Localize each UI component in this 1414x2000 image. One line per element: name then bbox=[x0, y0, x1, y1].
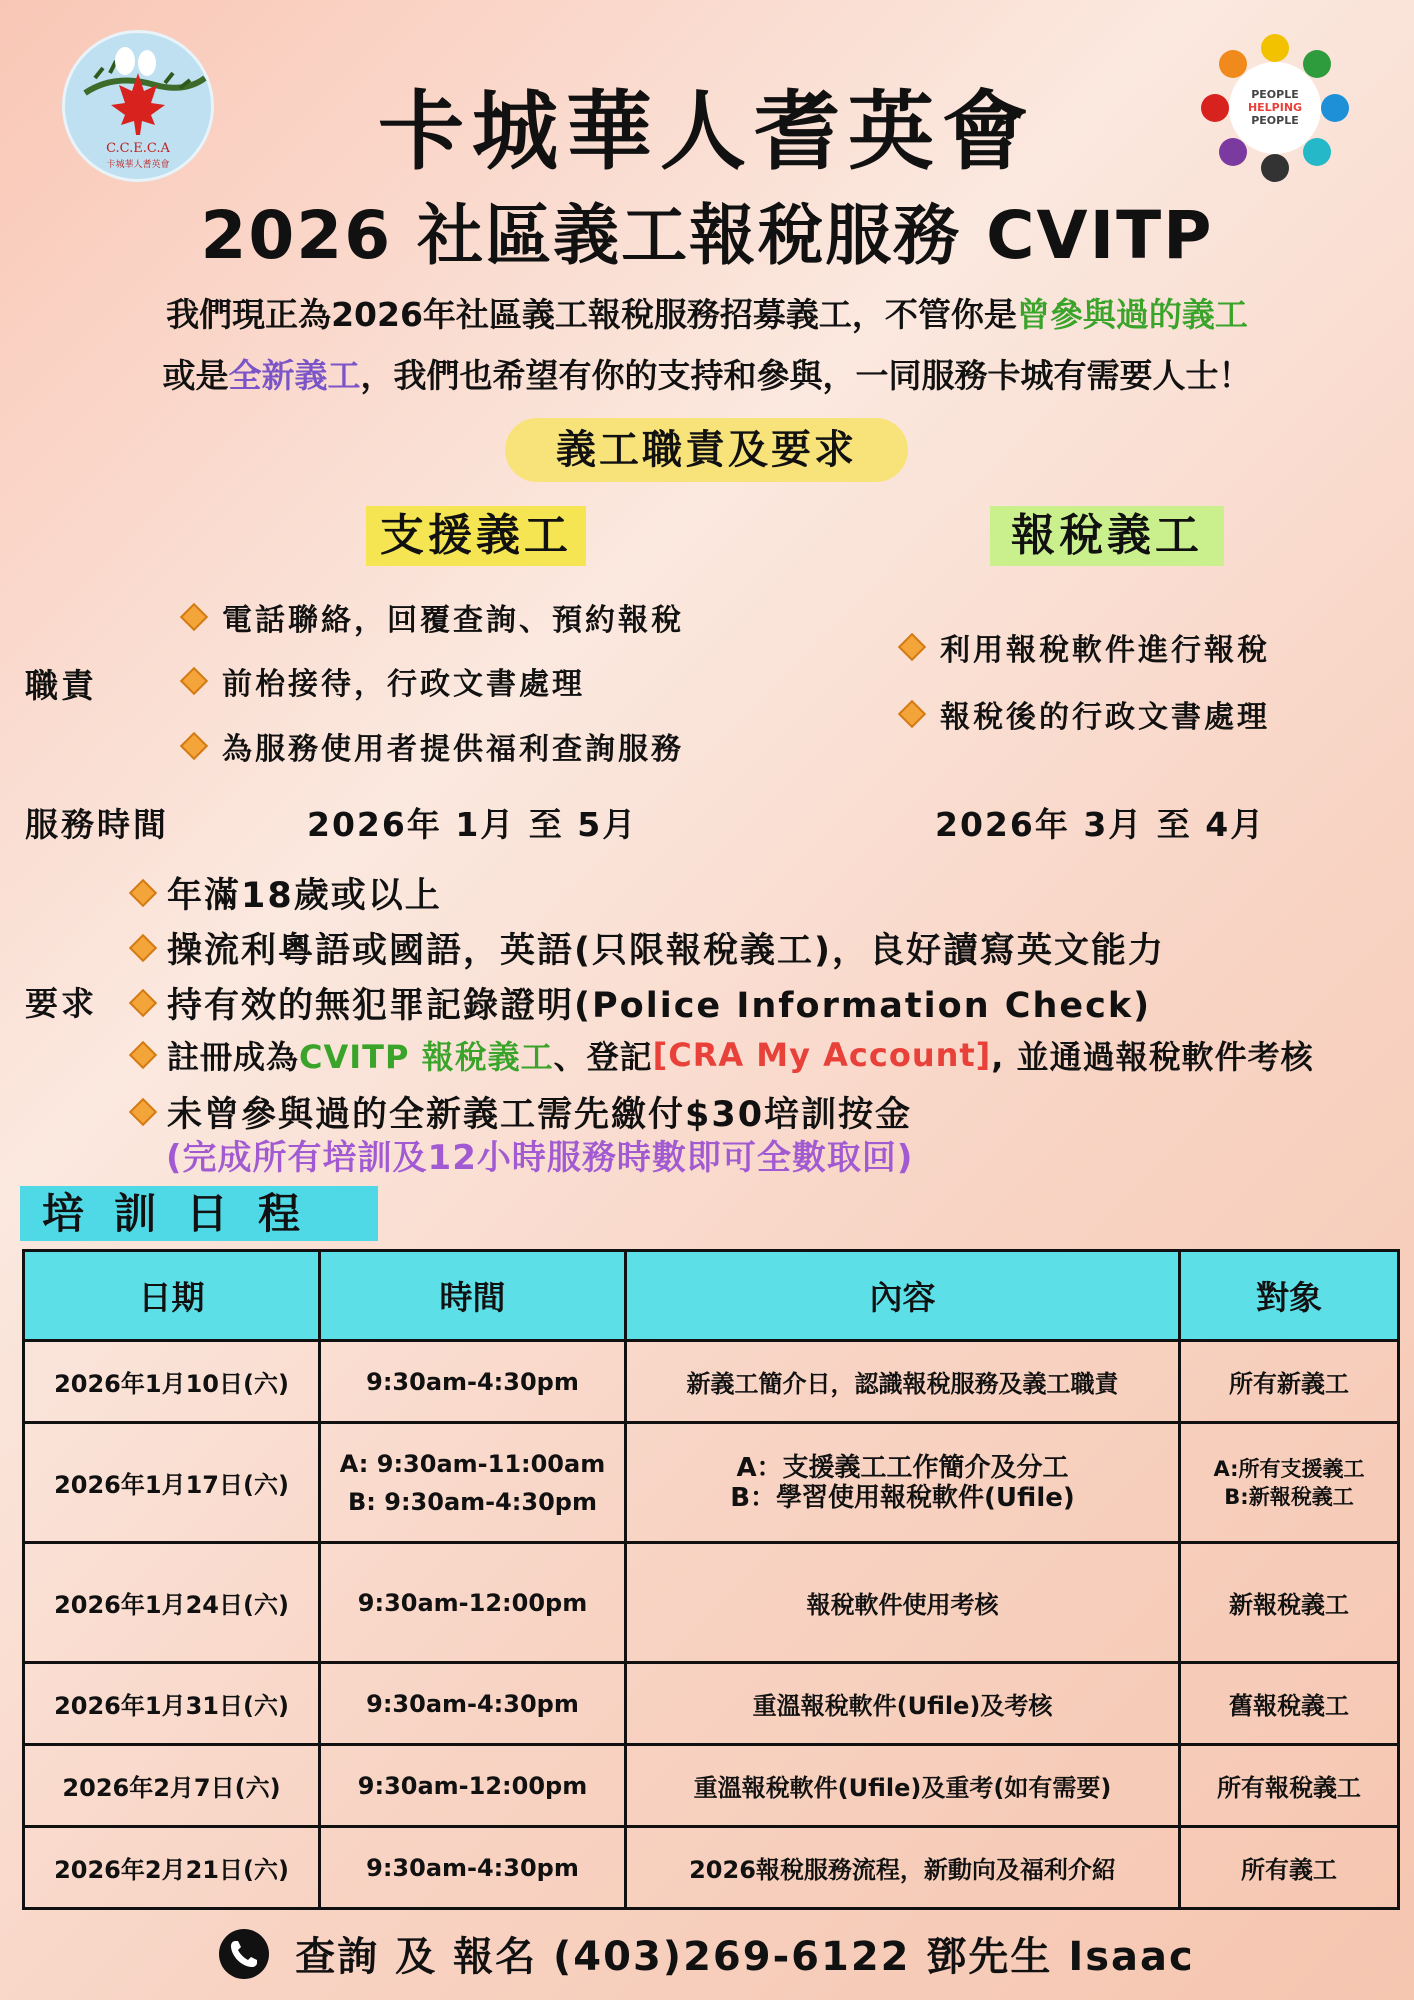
table-header-row bbox=[24, 1251, 1399, 1341]
content-cell: 2026報稅服務流程，新動向及福利介紹 bbox=[626, 1827, 1180, 1909]
time-cell: A: 9:30am-11:00am B: 9:30am-4:30pm bbox=[320, 1423, 626, 1543]
diamond-bullet-icon bbox=[180, 732, 208, 760]
table-row bbox=[24, 1745, 1399, 1827]
schedule-title: 培訓日程 bbox=[20, 1186, 378, 1241]
column-header-date: 日期 bbox=[24, 1251, 320, 1341]
requirement-police-check: 持有效的無犯罪記錄證明(Police Information Check) bbox=[133, 978, 1151, 1028]
diamond-bullet-icon bbox=[898, 633, 926, 661]
contact-line bbox=[0, 1925, 1414, 1982]
duties-heading: 義工職責及要求 bbox=[505, 418, 908, 482]
date-cell: 2026年2月7日(六) bbox=[24, 1745, 320, 1827]
column-header-content: 內容 bbox=[626, 1251, 1180, 1341]
target-cell: 新報稅義工 bbox=[1180, 1543, 1399, 1663]
schedule-table bbox=[22, 1249, 1400, 1910]
content-cell: 重溫報稅軟件(Ufile)及考核 bbox=[626, 1663, 1180, 1745]
support-duty-1: 電話聯絡，回覆查詢、預約報稅 bbox=[184, 595, 684, 639]
duties-label: 職責 bbox=[25, 666, 97, 705]
event-title: 2026 社區義工報稅服務 CVITP bbox=[200, 197, 1214, 274]
tax-duty-1: 利用報稅軟件進行報稅 bbox=[902, 625, 1270, 669]
deposit-note: (完成所有培訓及12小時服務時數即可全數取回) bbox=[166, 1138, 914, 1178]
target-cell: 所有新義工 bbox=[1180, 1341, 1399, 1423]
support-duty-2: 前枱接待，行政文書處理 bbox=[184, 659, 585, 703]
organization-title: 卡城華人耆英會 bbox=[378, 82, 1036, 182]
time-cell: 9:30am-12:00pm bbox=[320, 1745, 626, 1827]
date-cell: 2026年1月17日(六) bbox=[24, 1423, 320, 1543]
table-row bbox=[24, 1423, 1399, 1543]
content-cell: 新義工簡介日，認識報稅服務及義工職責 bbox=[626, 1341, 1180, 1423]
diamond-bullet-icon bbox=[129, 989, 157, 1017]
table-row bbox=[24, 1543, 1399, 1663]
date-cell: 2026年2月21日(六) bbox=[24, 1827, 320, 1909]
intro-line-1: 我們現正為2026年社區義工報稅服務招募義工，不管你是曾參與過的義工 bbox=[166, 295, 1248, 334]
tax-duty-2: 報稅後的行政文書處理 bbox=[902, 692, 1270, 736]
contact-text: 查詢 及 報名 (403)269-6122 鄧先生 Isaac bbox=[295, 1934, 1195, 1980]
requirement-age: 年滿18歲或以上 bbox=[133, 868, 442, 918]
time-cell: 9:30am-12:00pm bbox=[320, 1543, 626, 1663]
requirements-label: 要求 bbox=[25, 984, 97, 1023]
logo-left-text: C.C.E.C.A bbox=[106, 141, 170, 156]
diamond-bullet-icon bbox=[180, 667, 208, 695]
time-cell: 9:30am-4:30pm bbox=[320, 1827, 626, 1909]
diamond-bullet-icon bbox=[129, 1041, 157, 1069]
logo-right-text: PEOPLE HELPING PEOPLE bbox=[1247, 88, 1303, 127]
requirement-language: 操流利粵語或國語，英語(只限報稅義工)，良好讀寫英文能力 bbox=[133, 923, 1165, 973]
service-time-label: 服務時間 bbox=[25, 805, 169, 844]
column-header-target: 對象 bbox=[1180, 1251, 1399, 1341]
table-row bbox=[24, 1341, 1399, 1423]
diamond-bullet-icon bbox=[129, 934, 157, 962]
content-cell: 報稅軟件使用考核 bbox=[626, 1543, 1180, 1663]
target-cell: A:所有支援義工 B:新報稅義工 bbox=[1180, 1423, 1399, 1543]
content-cell: 重溫報稅軟件(Ufile)及重考(如有需要) bbox=[626, 1745, 1180, 1827]
support-volunteer-tag: 支援義工 bbox=[366, 506, 586, 566]
diamond-bullet-icon bbox=[129, 1098, 157, 1126]
phone-icon bbox=[219, 1929, 269, 1979]
date-cell: 2026年1月31日(六) bbox=[24, 1663, 320, 1745]
logo-left-subtext: 卡城華人耆英會 bbox=[106, 160, 170, 170]
date-cell: 2026年1月10日(六) bbox=[24, 1341, 320, 1423]
diamond-bullet-icon bbox=[898, 700, 926, 728]
date-cell: 2026年1月24日(六) bbox=[24, 1543, 320, 1663]
support-duty-3: 為服務使用者提供福利查詢服務 bbox=[184, 724, 684, 768]
target-cell: 所有義工 bbox=[1180, 1827, 1399, 1909]
content-cell: A：支援義工工作簡介及分工 B：學習使用報稅軟件(Ufile) bbox=[626, 1423, 1180, 1543]
requirement-registration: 註冊成為 CVITP 報稅義工 、登記 [CRA My Account] , 並通過報稅軟件考核 bbox=[133, 1032, 1314, 1078]
requirement-deposit: 未曾參與過的全新義工需先繳付$30培訓按金 bbox=[133, 1087, 912, 1137]
support-service-time: 2026年 1月 至 5月 bbox=[307, 805, 638, 844]
target-cell: 舊報稅義工 bbox=[1180, 1663, 1399, 1745]
target-cell: 所有報稅義工 bbox=[1180, 1745, 1399, 1827]
diamond-bullet-icon bbox=[180, 603, 208, 631]
diamond-bullet-icon bbox=[129, 879, 157, 907]
column-header-time: 時間 bbox=[320, 1251, 626, 1341]
table-row bbox=[24, 1827, 1399, 1909]
time-cell: 9:30am-4:30pm bbox=[320, 1341, 626, 1423]
table-row bbox=[24, 1663, 1399, 1745]
intro-line-2: 或是全新義工，我們也希望有你的支持和參與，一同服務卡城有需要人士！ bbox=[162, 356, 1252, 395]
tax-volunteer-tag: 報稅義工 bbox=[990, 506, 1224, 566]
tax-service-time: 2026年 3月 至 4月 bbox=[935, 805, 1266, 844]
time-cell: 9:30am-4:30pm bbox=[320, 1663, 626, 1745]
